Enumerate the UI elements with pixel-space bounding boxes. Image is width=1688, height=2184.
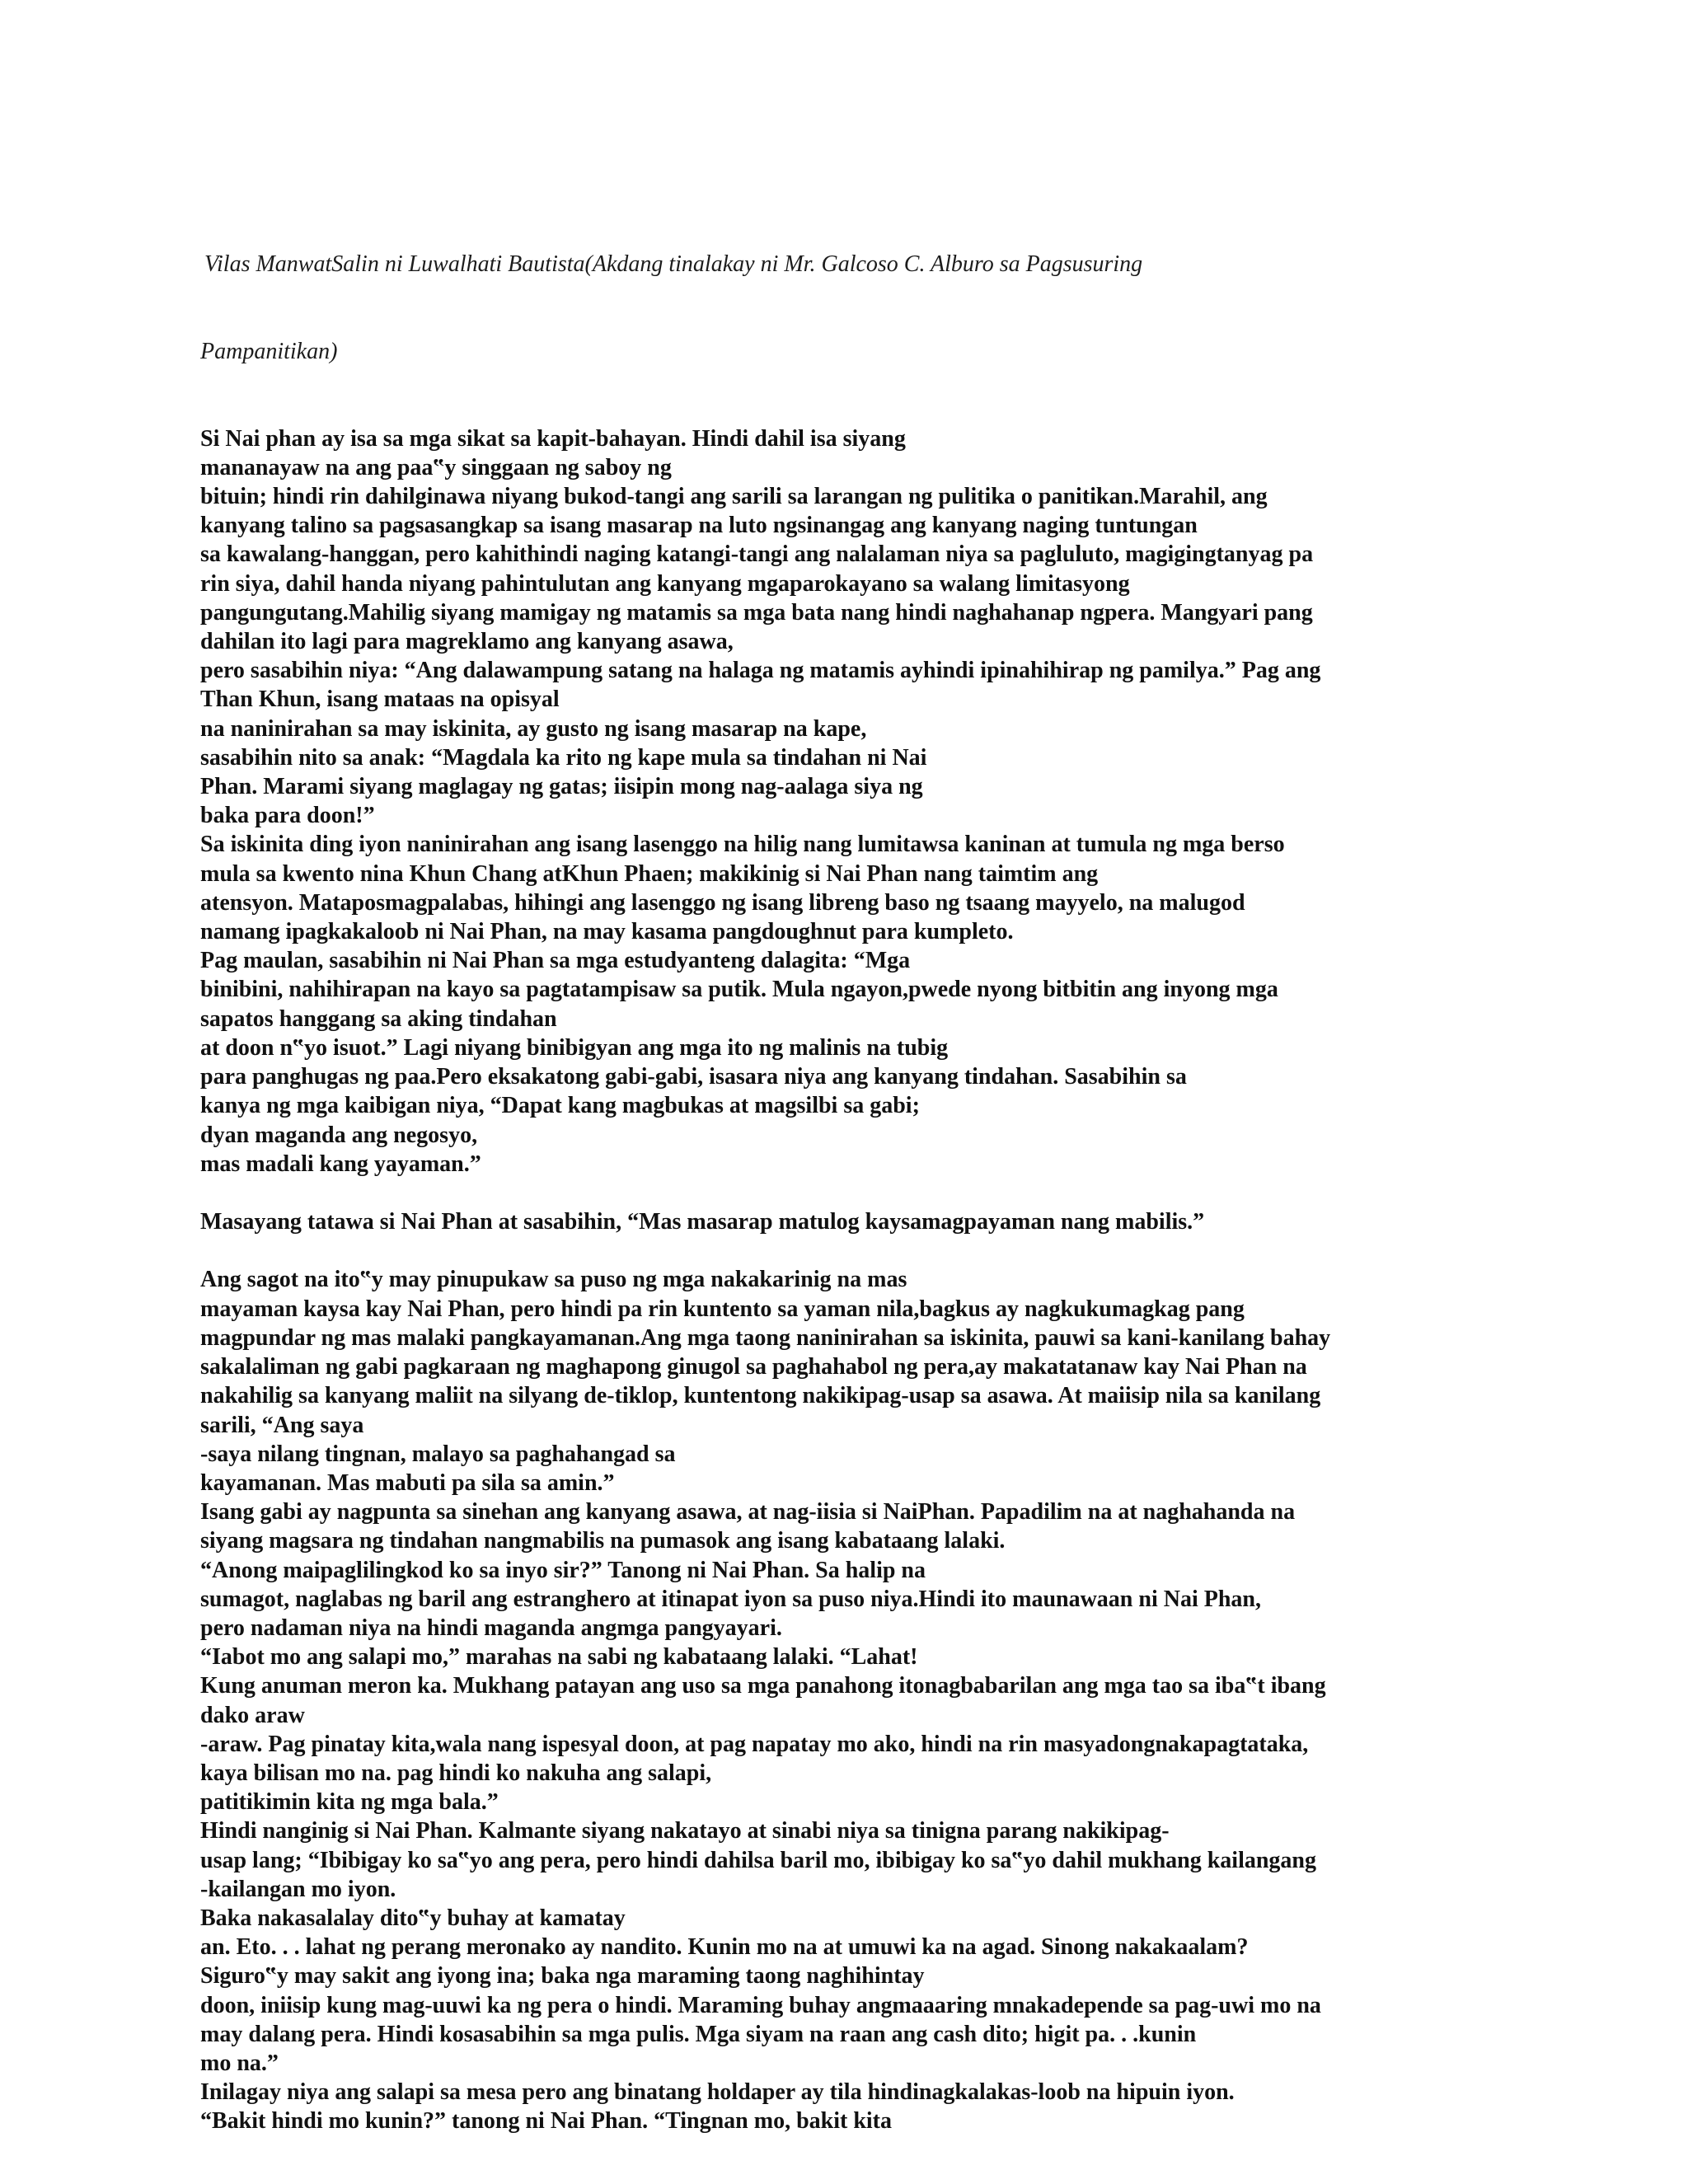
text-line: Pag maulan, sasabihin ni Nai Phan sa mga estudyanteng dalagita: “Mga bbox=[200, 948, 911, 974]
text-line: pero sasabihin niya: “Ang dalawampung satang na halaga ng matamis ayhindi ipinahihirap ng pamilya.” Pag ang bbox=[200, 658, 1321, 684]
text-line: sakalaliman ng gabi pagkaraan ng maghapong ginugol sa paghahabol ng pera,ay makatatanaw kay Nai Phan na bbox=[200, 1354, 1307, 1380]
text-line: atensyon. Mataposmagpalabas, hihingi ang lasenggo ng isang libreng baso ng tsaang mayyelo, na malugod bbox=[200, 889, 1245, 916]
text-line: nakahilig sa kanyang maliit na silyang de-tiklop, kuntentong nakikipag-usap sa asawa. At maiisip nila sa kanilang bbox=[200, 1383, 1321, 1409]
text-line: at doon n‟yo isuot.” Lagi niyang binibigyan ang mga ito ng malinis na tubig bbox=[200, 1034, 949, 1061]
text-line: na naninirahan sa may iskinita, ay gusto ng isang masarap na kape, bbox=[200, 715, 867, 742]
text-line: mo na.” bbox=[200, 2050, 279, 2076]
text-line: sumagot, naglabas ng baril ang estranghero at itinapat iyon sa puso niya.Hindi ito maunawaan ni Nai Phan, bbox=[200, 1586, 1261, 1612]
text-line: -araw. Pag pinatay kita,wala nang ispesyal doon, at pag napatay mo ako, hindi na rin masyadongnakapagtataka, bbox=[200, 1731, 1309, 1757]
text-line: Than Khun, isang mataas na opisyal bbox=[200, 687, 560, 713]
text-line: Masayang tatawa si Nai Phan at sasabihin, “Mas masarap matulog kaysamagpayaman nang mabilis.” bbox=[200, 1209, 1205, 1235]
text-line: kayamanan. Mas mabuti pa sila sa amin.” bbox=[200, 1469, 615, 1496]
text-line: kanya ng mga kaibigan niya, “Dapat kang magbukas at magsilbi sa gabi; bbox=[200, 1093, 920, 1119]
text-line: sa kawalang-hanggan, pero kahithindi naging katangi-tangi ang nalalaman niya sa pagluluto, magigingtanyag pa bbox=[200, 541, 1314, 568]
blank-line bbox=[200, 1179, 1490, 1207]
text-line: namang ipagkakaloob ni Nai Phan, na may kasama pangdoughnut para kumpleto. bbox=[200, 919, 1014, 945]
text-line: Phan. Marami siyang maglagay ng gatas; iisipin mong nag-aalaga siya ng bbox=[200, 774, 923, 800]
text-line: usap lang; “Ibibigay ko sa‟yo ang pera, pero hindi dahilsa baril mo, ibibigay ko sa‟yo dahil mukhang kailangang bbox=[200, 1847, 1317, 1873]
text-line: “Bakit hindi mo kunin?” tanong ni Nai Phan. “Tingnan mo, bakit kita bbox=[200, 2108, 893, 2135]
text-line: Sa iskinita ding iyon naninirahan ang isang lasenggo na hilig nang lumitawsa kaninan at tumula ng mga berso bbox=[200, 832, 1285, 858]
text-line: dahilan ito lagi para magreklamo ang kanyang asawa, bbox=[200, 629, 734, 655]
text-line: dyan maganda ang negosyo, bbox=[200, 1122, 478, 1148]
text-line: baka para doon!” bbox=[200, 803, 375, 829]
header-line: Pampanitikan) bbox=[200, 339, 338, 365]
header-line: Vilas ManwatSalin ni Luwalhati Bautista(Akdang tinalakay ni Mr. Galcoso C. Alburo sa Pagsusuring bbox=[204, 251, 1143, 278]
text-line: para panghugas ng paa.Pero eksakatong gabi-gabi, isasara niya ang kanyang tindahan. Sasabihin sa bbox=[200, 1064, 1187, 1090]
text-line: Isang gabi ay nagpunta sa sinehan ang kanyang asawa, at nag-iisia si NaiPhan. Papadilim na at naghahanda na bbox=[200, 1499, 1296, 1526]
text-line: pero nadaman niya na hindi maganda angmga pangyayari. bbox=[200, 1615, 782, 1641]
text-line: Ang sagot na ito‟y may pinupukaw sa puso ng mga nakakarinig na mas bbox=[200, 1267, 907, 1293]
text-line: mula sa kwento nina Khun Chang atKhun Phaen; makikinig si Nai Phan nang taimtim ang bbox=[200, 860, 1099, 887]
text-line: -kailangan mo iyon. bbox=[200, 1876, 396, 1902]
text-line: may dalang pera. Hindi kosasabihin sa mga pulis. Mga siyam na raan ang cash dito; higit pa. . .kunin bbox=[200, 2021, 1197, 2047]
blank-line bbox=[200, 1236, 1490, 1265]
text-line: sasabihin nito sa anak: “Magdala ka rito ng kape mula sa tindahan ni Nai bbox=[200, 744, 927, 771]
text-line: “Anong maipaglilingkod ko sa inyo sir?” Tanong ni Nai Phan. Sa halip na bbox=[200, 1557, 926, 1583]
text-line: sarili, “Ang saya bbox=[200, 1412, 364, 1438]
text-line: Hindi nanginig si Nai Phan. Kalmante siyang nakatayo at sinabi niya sa tinigna parang nakikipag- bbox=[200, 1818, 1170, 1844]
text-line: siyang magsara ng tindahan nangmabilis na pumasok ang isang kabataang lalaki. bbox=[200, 1528, 1006, 1554]
text-line: Siguro‟y may sakit ang iyong ina; baka nga maraming taong naghihintay bbox=[200, 1963, 925, 1990]
text-line: kanyang talino sa pagsasangkap sa isang masarap na luto ngsinangag ang kanyang naging tuntungan bbox=[200, 513, 1198, 539]
text-line: Inilagay niya ang salapi sa mesa pero ang binatang holdaper ay tila hindinagkalakas-loob na hipuin iyon. bbox=[200, 2079, 1235, 2106]
text-line: -saya nilang tingnan, malayo sa paghahangad sa bbox=[200, 1441, 676, 1467]
text-line: magpundar ng mas malaki pangkayamanan.Ang mga taong naninirahan sa iskinita, pauwi sa kani-kanilang bahay bbox=[200, 1324, 1331, 1351]
text-line: mas madali kang yayaman.” bbox=[200, 1151, 481, 1177]
text-line: patitikimin kita ng mga bala.” bbox=[200, 1789, 499, 1816]
text-line: “Iabot mo ang salapi mo,” marahas na sabi ng kabataang lalaki. “Lahat! bbox=[200, 1644, 918, 1671]
text-line: dako araw bbox=[200, 1702, 305, 1728]
document-header bbox=[200, 192, 1490, 424]
text-line: mayaman kaysa kay Nai Phan, pero hindi pa rin kuntento sa yaman nila,bagkus ay nagkukumagkag pang bbox=[200, 1296, 1245, 1322]
text-line: binibini, nahihirapan na kayo sa pagtatampisaw sa putik. Mula ngayon,pwede nyong bitbitin ang inyong mga bbox=[200, 977, 1278, 1003]
text-line: Baka nakasalalay dito‟y buhay at kamatay bbox=[200, 1905, 626, 1931]
text-line: mananayaw na ang paa‟y singgaan ng saboy ng bbox=[200, 454, 672, 480]
document-body bbox=[200, 192, 1490, 2136]
text-line: Kung anuman meron ka. Mukhang patayan ang uso sa mga panahong itonagbabarilan ang mga tao sa iba‟t ibang bbox=[200, 1673, 1326, 1699]
text-line: pangungutang.Mahilig siyang mamigay ng matamis sa mga bata nang hindi naghahanap ngpera. Mangyari pang bbox=[200, 599, 1313, 626]
text-line: rin siya, dahil handa niyang pahintulutan ang kanyang mgaparokayano sa walang limitasyong bbox=[200, 570, 1130, 597]
story-text bbox=[200, 424, 1490, 2136]
text-line: doon, iniisip kung mag-uuwi ka ng pera o hindi. Maraming buhay angmaaaring mnakadepende sa pag-uwi mo na bbox=[200, 1992, 1321, 2018]
text-line: sapatos hanggang sa aking tindahan bbox=[200, 1005, 557, 1032]
text-line: kaya bilisan mo na. pag hindi ko nakuha ang salapi, bbox=[200, 1760, 712, 1786]
text-line: bituin; hindi rin dahilginawa niyang bukod-tangi ang sarili sa larangan ng pulitika o panitikan.Marahil, ang bbox=[200, 484, 1268, 510]
text-line: an. Eto. . . lahat ng perang meronako ay nandito. Kunin mo na at umuwi ka na agad. Sinong nakakaalam? bbox=[200, 1934, 1249, 1961]
text-line: Si Nai phan ay isa sa mga sikat sa kapit-bahayan. Hindi dahil isa siyang bbox=[200, 425, 906, 452]
